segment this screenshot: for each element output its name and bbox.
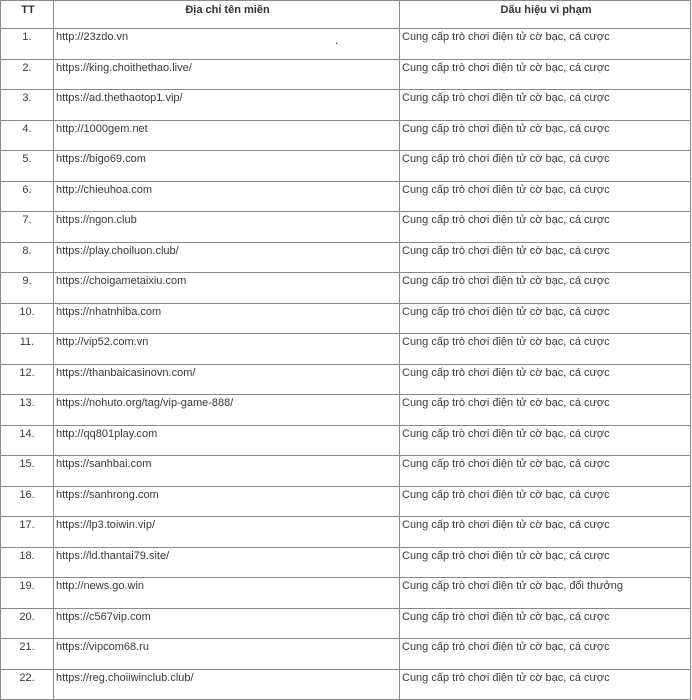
cell-tt: 17. <box>1 517 54 548</box>
cell-violation: Cung cấp trò chơi điện tử cờ bạc, cá cược <box>400 334 691 365</box>
cell-violation: Cung cấp trò chơi điện tử cờ bạc, cá cược <box>400 151 691 182</box>
cell-violation: Cung cấp trò chơi điện tử cờ bạc, cá cược <box>400 181 691 212</box>
cell-tt: 20. <box>1 608 54 639</box>
cell-domain: https://ngon.club <box>54 212 400 243</box>
cell-tt: 12. <box>1 364 54 395</box>
table-row <box>1 425 691 456</box>
header-row <box>1 1 691 29</box>
cell-violation: Cung cấp trò chơi điện tử cờ bạc, cá cược <box>400 486 691 517</box>
cell-tt: 21. <box>1 639 54 670</box>
table-row <box>1 486 691 517</box>
cell-tt: 22. <box>1 669 54 700</box>
cell-domain: http://vip52.com.vn <box>54 334 400 365</box>
table-row <box>1 578 691 609</box>
cell-tt: 18. <box>1 547 54 578</box>
table-row <box>1 151 691 182</box>
table-row <box>1 669 691 700</box>
table-row <box>1 608 691 639</box>
cell-violation: Cung cấp trò chơi điện tử cờ bạc, cá cược <box>400 59 691 90</box>
cell-tt: 13. <box>1 395 54 426</box>
cell-domain: https://sanhrong.com <box>54 486 400 517</box>
cell-violation: Cung cấp trò chơi điện tử cờ bạc, đổi thưởng <box>400 578 691 609</box>
cell-domain: https://bigo69.com <box>54 151 400 182</box>
cell-violation: Cung cấp trò chơi điện tử cờ bạc, cá cược <box>400 90 691 121</box>
cell-domain: https://sanhbai.com <box>54 456 400 487</box>
table-row <box>1 273 691 304</box>
cell-violation: Cung cấp trò chơi điện tử cờ bạc, cá cược <box>400 456 691 487</box>
table-row <box>1 364 691 395</box>
cell-domain: http://23zdo.vn <box>54 29 400 60</box>
table-row <box>1 334 691 365</box>
cell-tt: 16. <box>1 486 54 517</box>
cell-tt: 2. <box>1 59 54 90</box>
cell-tt: 3. <box>1 90 54 121</box>
cell-domain: http://1000gem.net <box>54 120 400 151</box>
cell-violation: Cung cấp trò chơi điện tử cờ bạc, cá cược <box>400 242 691 273</box>
cell-domain: https://c567vip.com <box>54 608 400 639</box>
cell-domain: http://chieuhoa.com <box>54 181 400 212</box>
table-row <box>1 59 691 90</box>
cell-domain: https://thanbaicasinovn.com/ <box>54 364 400 395</box>
header-domain: Địa chỉ tên miền <box>54 1 400 29</box>
table-row <box>1 242 691 273</box>
header-tt: TT <box>1 1 54 29</box>
cell-violation: Cung cấp trò chơi điện tử cờ bạc, cá cược <box>400 303 691 334</box>
table-row <box>1 456 691 487</box>
table-row <box>1 120 691 151</box>
table-body <box>1 29 691 700</box>
cell-domain: https://reg.choiiwinclub.club/ <box>54 669 400 700</box>
cell-domain: http://news.go.win <box>54 578 400 609</box>
cell-tt: 4. <box>1 120 54 151</box>
cell-domain: https://play.choiluon.club/ <box>54 242 400 273</box>
table-row <box>1 212 691 243</box>
cell-tt: 15. <box>1 456 54 487</box>
cell-violation: Cung cấp trò chơi điện tử cờ bạc, cá cược <box>400 669 691 700</box>
cell-violation: Cung cấp trò chơi điện tử cờ bạc, cá cược <box>400 364 691 395</box>
cell-violation: Cung cấp trò chơi điện tử cờ bạc, cá cược <box>400 120 691 151</box>
cell-tt: 7. <box>1 212 54 243</box>
table-row <box>1 395 691 426</box>
cell-violation: Cung cấp trò chơi điện tử cờ bạc, cá cược <box>400 639 691 670</box>
table-row <box>1 303 691 334</box>
cell-tt: 6. <box>1 181 54 212</box>
cell-violation: Cung cấp trò chơi điện tử cờ bạc, cá cược <box>400 29 691 60</box>
table-row <box>1 639 691 670</box>
cell-tt: 19. <box>1 578 54 609</box>
cell-domain: https://vipcom68.ru <box>54 639 400 670</box>
cell-violation: Cung cấp trò chơi điện tử cờ bạc, cá cược <box>400 547 691 578</box>
cell-tt: 10. <box>1 303 54 334</box>
cell-tt: 1. <box>1 29 54 60</box>
cell-domain: https://nohuto.org/tag/vip-game-888/ <box>54 395 400 426</box>
table-row <box>1 181 691 212</box>
table-row <box>1 29 691 60</box>
cell-tt: 11. <box>1 334 54 365</box>
cell-tt: 8. <box>1 242 54 273</box>
cell-violation: Cung cấp trò chơi điện tử cờ bạc, cá cược <box>400 395 691 426</box>
cell-tt: 9. <box>1 273 54 304</box>
cell-domain: https://ad.thethaotop1.vip/ <box>54 90 400 121</box>
cell-tt: 14. <box>1 425 54 456</box>
cell-domain: https://lp3.toiwin.vip/ <box>54 517 400 548</box>
table-row <box>1 547 691 578</box>
cell-tt: 5. <box>1 151 54 182</box>
table-row <box>1 90 691 121</box>
cell-domain: http://qq801play.com <box>54 425 400 456</box>
cell-violation: Cung cấp trò chơi điện tử cờ bạc, cá cược <box>400 212 691 243</box>
cell-violation: Cung cấp trò chơi điện tử cờ bạc, cá cược <box>400 608 691 639</box>
table-header <box>1 1 691 29</box>
header-violation: Dấu hiệu vi phạm <box>400 1 691 29</box>
cell-domain: https://ld.thantai79.site/ <box>54 547 400 578</box>
cell-violation: Cung cấp trò chơi điện tử cờ bạc, cá cược <box>400 425 691 456</box>
table-row <box>1 517 691 548</box>
cell-violation: Cung cấp trò chơi điện tử cờ bạc, cá cược <box>400 273 691 304</box>
cell-violation: Cung cấp trò chơi điện tử cờ bạc, cá cược <box>400 517 691 548</box>
cell-domain: https://choigametaixiu.com <box>54 273 400 304</box>
stray-mark: . <box>335 33 339 47</box>
cell-domain: https://nhatnhiba.com <box>54 303 400 334</box>
cell-domain: https://king.choithethao.live/ <box>54 59 400 90</box>
